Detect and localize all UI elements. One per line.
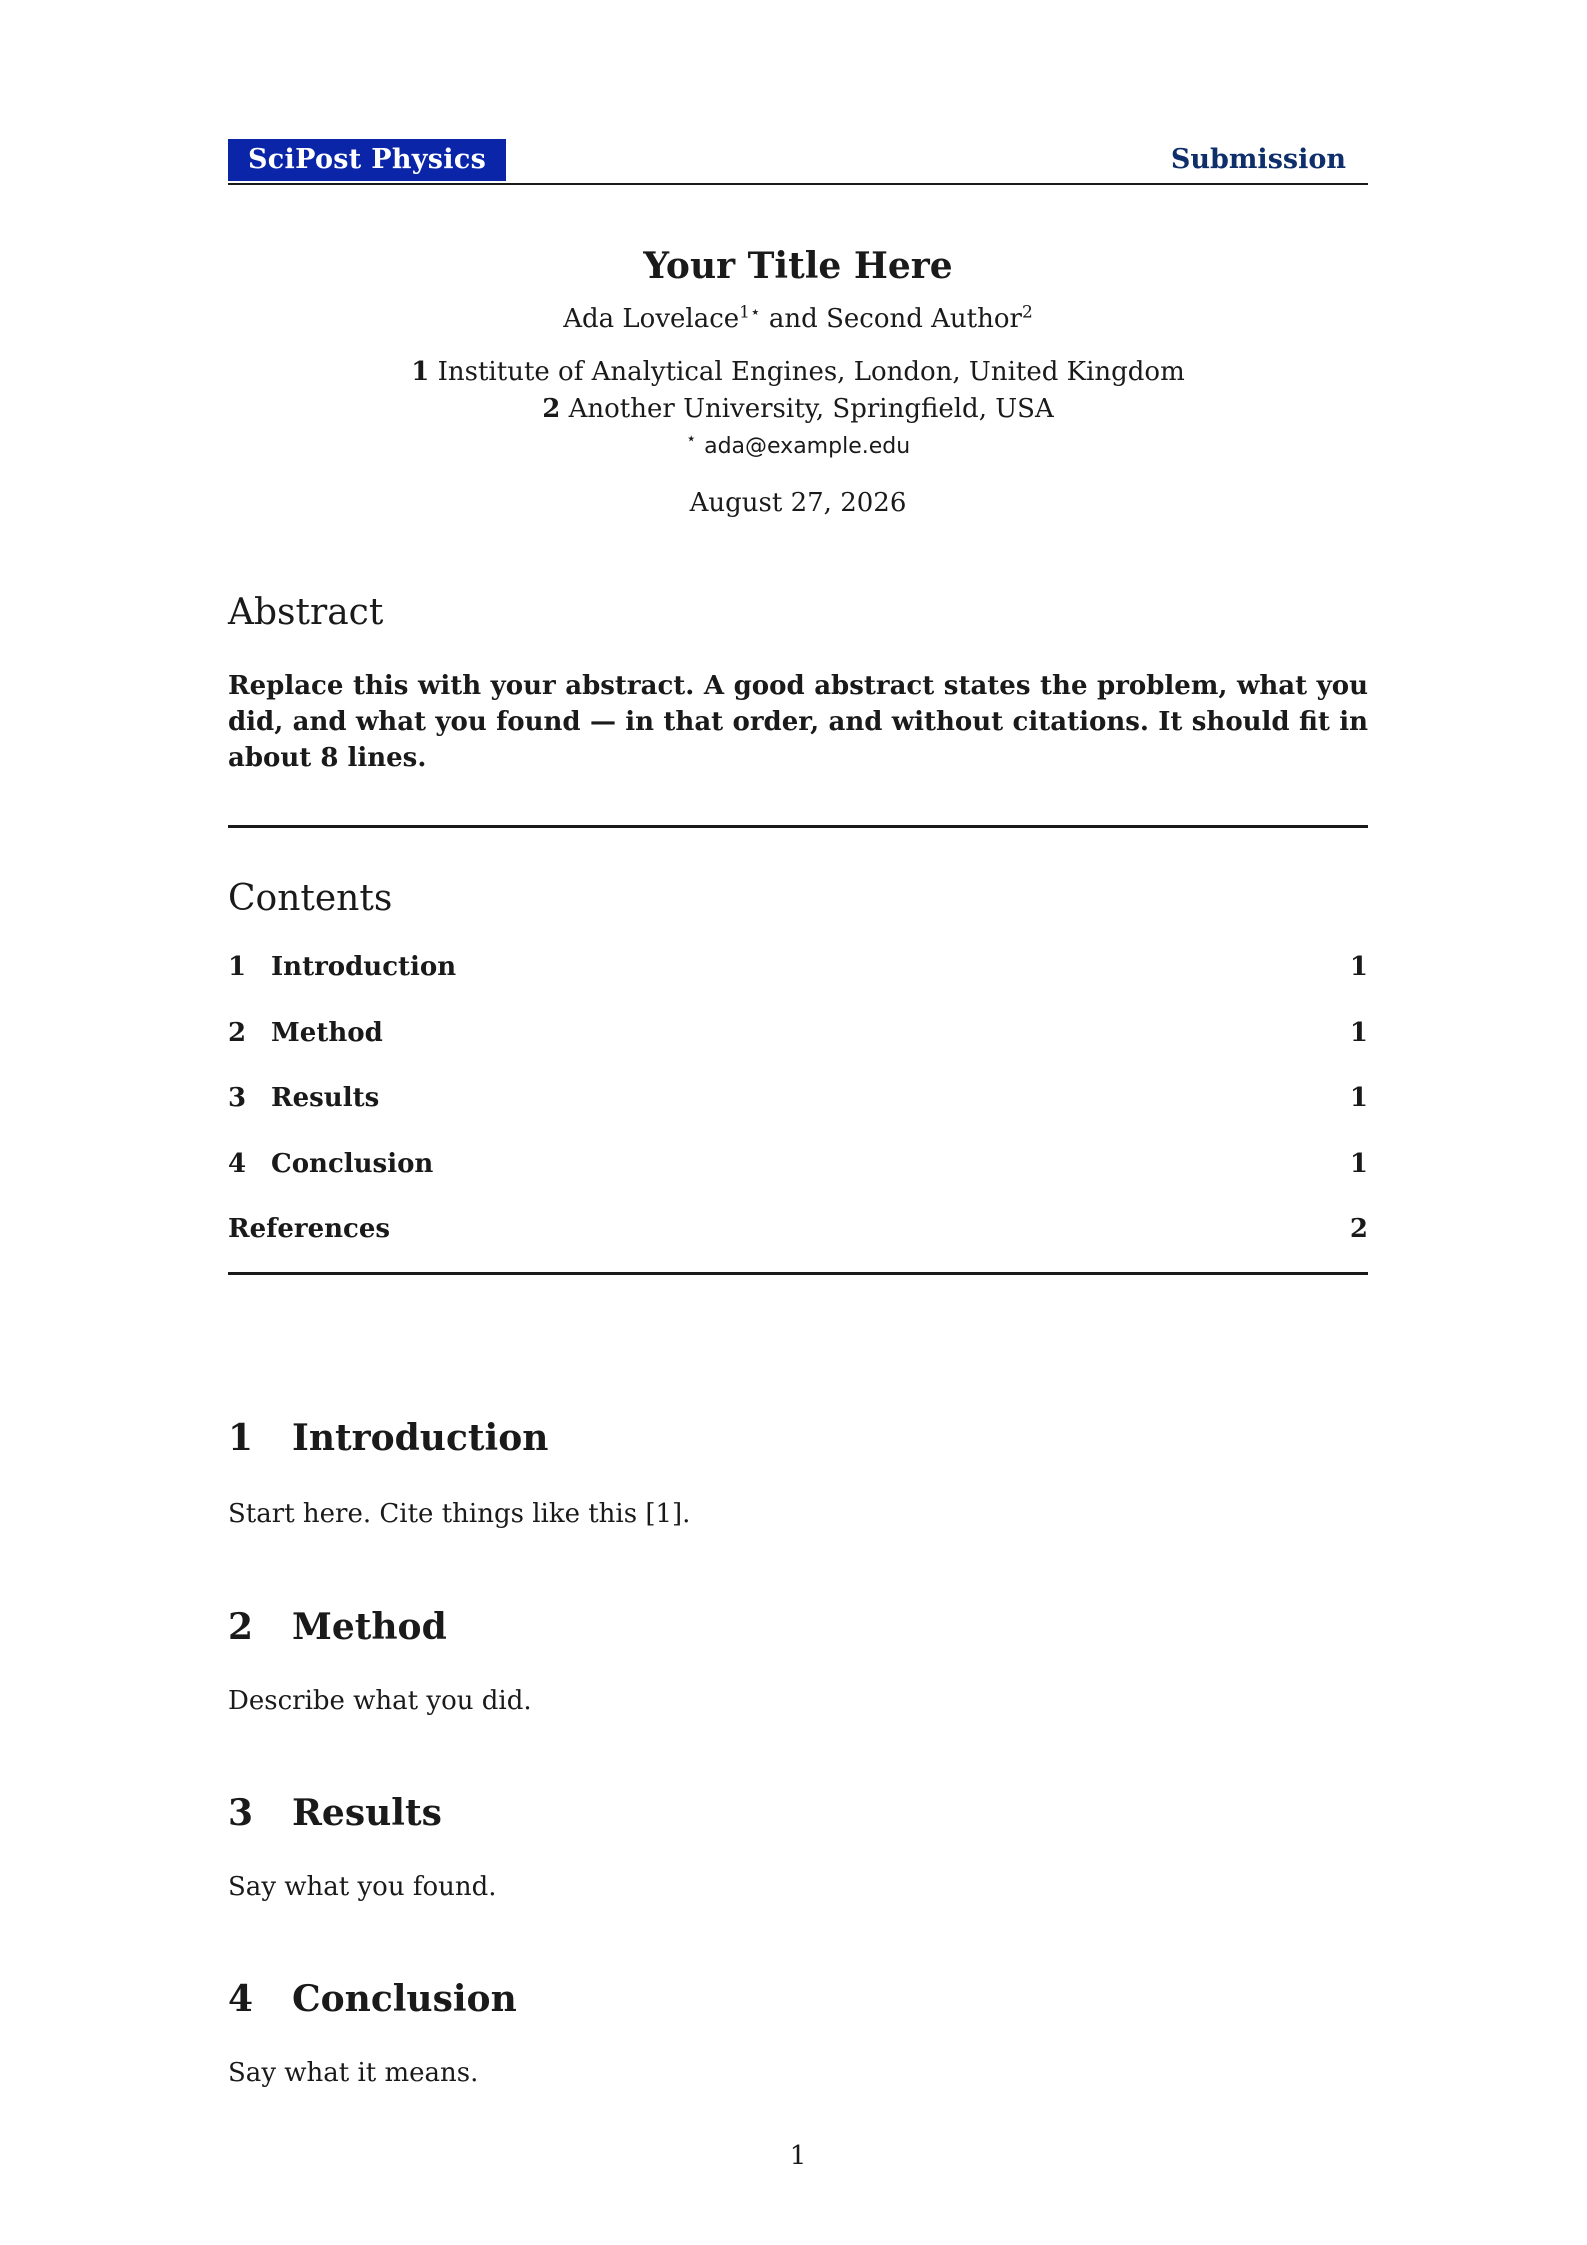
toc-title: Method [271, 1017, 383, 1048]
email-link[interactable]: ada@example.edu [704, 434, 911, 459]
author-marks: 2 [1021, 302, 1033, 323]
section-heading [228, 1973, 1368, 2025]
affiliation-text: Institute of Analytical Engines, London, United Kingdom [437, 357, 1185, 387]
toc-number: 1 [228, 952, 247, 982]
author-marks: 1⋆ [739, 302, 761, 323]
toc-number: 3 [228, 1083, 247, 1113]
toc-number: 4 [228, 1148, 247, 1179]
toc-title: Results [271, 1083, 380, 1113]
divider [228, 1272, 1368, 1275]
toc-entry-conclusion[interactable] [228, 1142, 1368, 1208]
section-body: Say what it means. [228, 2058, 479, 2088]
section-title: Introduction [292, 1417, 549, 1459]
paper-date: August 27, 2026 [689, 488, 907, 518]
toc-entry-introduction[interactable] [228, 945, 1368, 1011]
corresponding-email [228, 428, 1368, 464]
section-title: Conclusion [292, 1978, 517, 2020]
section-results [228, 1787, 1368, 1902]
section-heading [228, 1787, 1368, 1839]
toc-page: 2 [1349, 1214, 1368, 1244]
section-method [228, 1601, 1368, 1716]
section-number: 4 [228, 1978, 254, 2020]
journal-badge: SciPost Physics [228, 139, 506, 181]
affiliations [228, 354, 1368, 464]
abstract-text: Replace this with your abstract. A good abstract states the problem, what you did, and what you found — in that order, and without citations. It should fit in about 8 lines. [228, 671, 1368, 773]
page-number: 1 [789, 2141, 807, 2171]
corresponding-mark: ⋆ [685, 429, 697, 449]
toc-entry-references[interactable] [228, 1207, 1368, 1273]
submission-label: Submission [1170, 144, 1346, 175]
section-body: Start here. Cite things like this [1]. [228, 1499, 691, 1529]
affiliation [228, 391, 1368, 428]
section-body: Say what you found. [228, 1872, 497, 1902]
section-introduction [228, 1412, 1368, 1529]
toc-page: 1 [1349, 1148, 1368, 1179]
toc-number: 2 [228, 1017, 247, 1048]
toc-page: 1 [1349, 1017, 1368, 1048]
toc-entry-method[interactable] [228, 1011, 1368, 1077]
toc-entry-results[interactable] [228, 1076, 1368, 1142]
section-heading [228, 1601, 1368, 1653]
toc-title: References [228, 1214, 391, 1244]
section-conclusion [228, 1973, 1368, 2088]
section-body: Describe what you did. [228, 1686, 532, 1716]
section-title: Results [292, 1792, 442, 1834]
author-name: Ada Lovelace [563, 304, 740, 334]
section-number: 1 [228, 1417, 254, 1459]
author-name: Second Author [826, 304, 1022, 334]
section-heading [228, 1412, 1368, 1464]
affiliation-number: 2 [542, 394, 561, 424]
affiliation [228, 354, 1368, 391]
affiliation-number: 1 [411, 357, 430, 387]
abstract-heading: Abstract [228, 592, 384, 633]
section-title: Method [292, 1606, 447, 1648]
section-number: 2 [228, 1606, 254, 1648]
toc-title: Introduction [271, 952, 457, 982]
affiliation-text: Another University, Springfield, USA [568, 394, 1054, 424]
paper-title: Your Title Here [643, 245, 953, 287]
author-joiner: and [768, 304, 818, 334]
table-of-contents [228, 945, 1368, 1273]
section-number: 3 [228, 1792, 254, 1834]
title-block [228, 240, 1368, 522]
author-list [228, 300, 1368, 338]
running-header [228, 139, 1368, 185]
toc-page: 1 [1349, 952, 1368, 982]
toc-page: 1 [1349, 1083, 1368, 1113]
paper-page [228, 0, 1368, 2245]
divider [228, 825, 1368, 828]
toc-title: Conclusion [271, 1148, 434, 1179]
contents-heading: Contents [228, 878, 393, 919]
